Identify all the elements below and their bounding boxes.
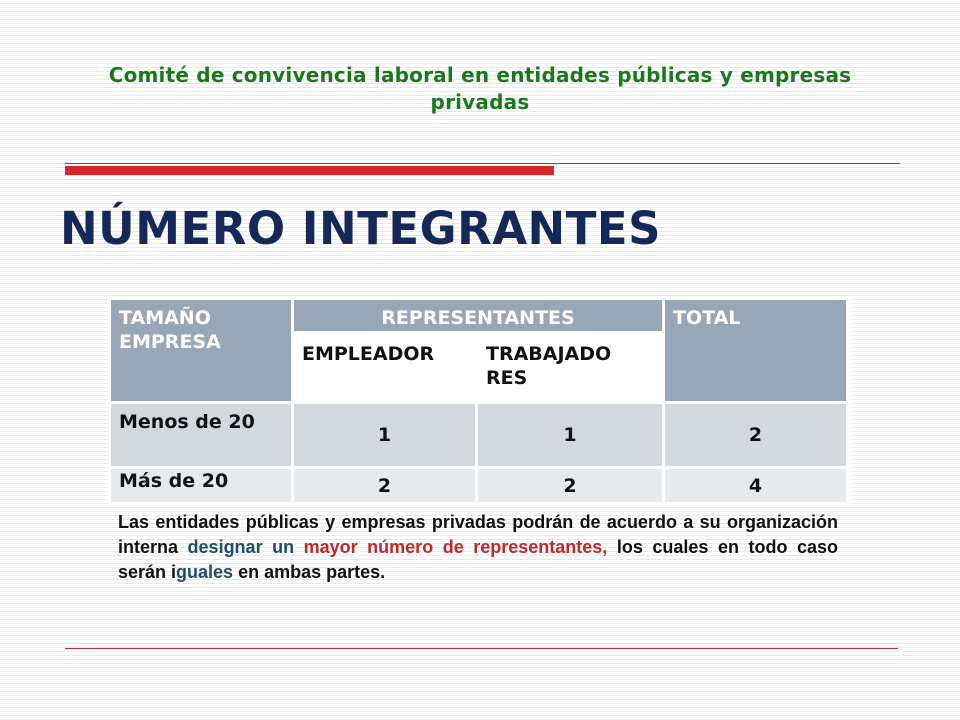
header-employer: EMPLEADOR	[293, 333, 477, 403]
body-paragraph	[118, 510, 838, 585]
cell-company-size: Menos de 20	[110, 403, 293, 468]
bottom-divider-line	[65, 648, 898, 649]
cell-employer: 1	[293, 403, 477, 468]
table-row	[110, 468, 848, 504]
cell-total: 2	[664, 403, 848, 468]
header-workers: TRABAJADO RES	[477, 333, 664, 403]
header-total: TOTAL	[664, 299, 848, 403]
header-company-size: TAMAÑO EMPRESA	[110, 299, 293, 403]
cell-total: 4	[664, 468, 848, 504]
accent-bar	[65, 166, 554, 175]
paragraph-text: en ambas partes.	[233, 562, 386, 582]
cell-company-size: Más de 20	[110, 468, 293, 504]
slide-title: NÚMERO INTEGRANTES	[60, 202, 662, 255]
paragraph-text: Las entidades públicas y empresas privadas podrán de acuerdo a su organización interna	[118, 512, 838, 557]
header-representatives: REPRESENTANTES	[293, 299, 664, 333]
paragraph-highlight-navy: designar un	[187, 537, 304, 557]
members-table	[108, 297, 849, 505]
paragraph-highlight-navy: guales	[176, 562, 234, 582]
top-divider-line	[65, 163, 900, 164]
paragraph-text: los cuales en todo caso serán i	[118, 537, 839, 582]
table-row	[110, 403, 848, 468]
cell-workers: 2	[477, 468, 664, 504]
paragraph-highlight-red: mayor número de representantes,	[303, 537, 608, 557]
cell-workers: 1	[477, 403, 664, 468]
slide-subtitle: Comité de convivencia laboral en entidades públicas y empresas privadas	[108, 63, 852, 114]
cell-employer: 2	[293, 468, 477, 504]
